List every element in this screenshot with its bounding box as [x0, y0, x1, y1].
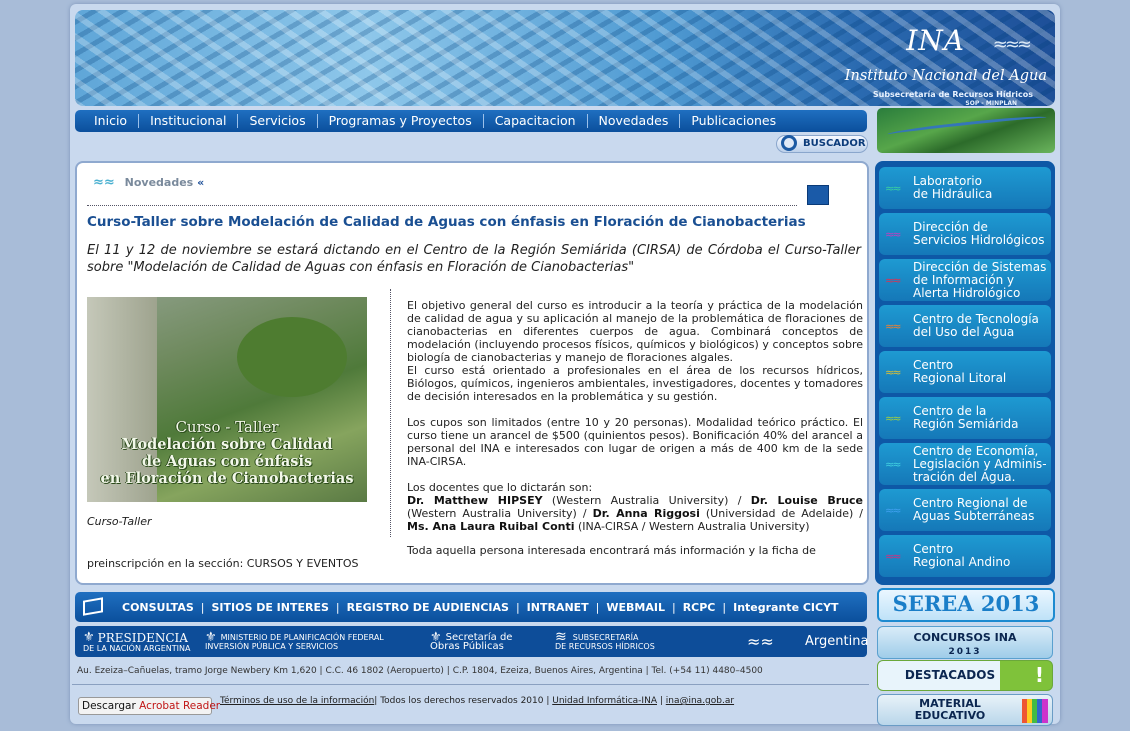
wave-icon: ≈≈	[885, 550, 900, 563]
pencils-icon	[1022, 699, 1048, 723]
wave-icon: ≈≈	[885, 366, 900, 379]
main-nav	[75, 110, 867, 132]
article-paragraph: Los cupos son limitados (entre 10 y 20 personas). Modalidad teórico práctico. El curso tiene un arancel de $500 (quinientos pesos). Bonificación 40% del arancel a personal del INA e interesados con lugar de origen a más de 400 km de la sede INA-CIRSA.	[407, 416, 863, 468]
main-content	[75, 161, 869, 585]
article-paragraph: Toda aquella persona interesada encontrará más información y la ficha de	[407, 544, 816, 557]
subsecretaria-logo[interactable]: ≋ SUBSECRETARÍA DE RECURSOS HÍDRICOS	[555, 629, 655, 651]
wave-icon: ≈≈	[885, 274, 900, 287]
article-image-text: Curso - Taller Modelación sobre Calidad de Aguas con énfasis en Floración de Cianobacterias	[100, 418, 354, 487]
wave-icon: ≈≈	[885, 412, 900, 425]
article-paragraph-cont: preinscripción en la sección: CURSOS Y EVENTOS	[87, 557, 359, 570]
search-icon	[781, 135, 797, 151]
presidencia-logo[interactable]: ⚜ PRESIDENCIA DE LA NACIÓN ARGENTINA	[83, 630, 191, 653]
logo-sop: SOP - MINPLAN	[965, 100, 1017, 106]
nav-publicaciones[interactable]: Publicaciones	[691, 113, 777, 128]
nav-novedades[interactable]: Novedades	[588, 114, 681, 128]
ministerio-logo[interactable]: ⚜ MINISTERIO DE PLANIFICACIÓN FEDERAL INVERSIÓN PÚBLICA Y SERVICIOS	[205, 630, 384, 651]
header-banner	[75, 10, 1055, 106]
footer-divider	[72, 684, 869, 685]
envelope-icon	[83, 597, 103, 616]
wave-icon: ≈≈	[885, 458, 900, 471]
wave-icon: ≈≈	[885, 228, 900, 241]
acrobat-reader-button[interactable]: Descargar Acrobat Reader	[78, 697, 212, 715]
article-title: Curso-Taller sobre Modelación de Calidad de Aguas con énfasis en Floración de Cianobacterias	[87, 214, 806, 230]
footer-link-consultas[interactable]: CONSULTAS	[122, 600, 194, 614]
footer-link-webmail[interactable]: WEBMAIL	[606, 600, 665, 614]
teachers-paragraph: Los docentes que lo dictarán son: Dr. Matthew HIPSEY (Western Australia University) / Dr. Louise Bruce (Western Australia University) / Dr. Anna Riggosi (Universidad de Adelaide) / Ms. Ana Laura Ruibal Conti (INA-CIRSA / Western Australia University)	[407, 481, 864, 533]
logo-wave-icon: ≈≈≈	[992, 34, 1029, 55]
legal-links: Términos de uso de la información| Todos los derechos reservados 2010 | Unidad Informática-INA | ina@ina.gob.ar	[220, 696, 735, 706]
nav-capacitacion[interactable]: Capacitacion	[484, 114, 588, 128]
footer-link-intranet[interactable]: INTRANET	[526, 600, 589, 614]
breadcrumb-section[interactable]: Novedades	[124, 176, 194, 189]
article-lead: El 11 y 12 de noviembre se estará dictando en el Centro de la Región Semiárida (CIRSA) de Córdoba el Curso-Taller sobre "Modelación de Calidad de Aguas con énfasis en Floración de Cianobacterias"	[87, 243, 861, 275]
argentina-logo[interactable]: Argentina	[805, 634, 869, 649]
logo-institution-name: Instituto Nacional del Agua	[844, 68, 1047, 84]
unit-link[interactable]: Unidad Informática-INA	[552, 696, 657, 706]
wave-icon: ≈≈	[885, 320, 900, 333]
wave-icon: ≈≈	[93, 175, 115, 190]
column-divider	[390, 289, 391, 537]
logo-ina-text: INA	[906, 24, 965, 57]
footer-nav: CONSULTAS | SITIOS DE INTERES | REGISTRO DE AUDIENCIAS | INTRANET | WEBMAIL | RCPC | Integrante CICYT	[75, 592, 867, 622]
nav-inicio[interactable]: Inicio	[83, 114, 139, 128]
concursos-banner[interactable]: CONCURSOS INA 2013	[877, 626, 1053, 659]
breadcrumb	[93, 175, 204, 190]
footer-link-rcpc[interactable]: RCPC	[682, 600, 716, 614]
print-icon[interactable]	[807, 185, 829, 205]
serea-banner[interactable]: SEREA 2013	[877, 588, 1055, 622]
article-body	[407, 299, 863, 546]
footer-link-registro[interactable]: REGISTRO DE AUDIENCIAS	[346, 600, 509, 614]
nav-programas[interactable]: Programas y Proyectos	[318, 114, 484, 128]
image-caption: Curso-Taller	[87, 515, 152, 528]
nav-servicios[interactable]: Servicios	[238, 114, 317, 128]
footer-link-cicyt[interactable]: Integrante CICYT	[733, 600, 839, 614]
terms-link[interactable]: Términos de uso de la información	[220, 696, 375, 706]
divider	[87, 205, 797, 206]
article-paragraph: El objetivo general del curso es introducir a la teoría y práctica de la modelación de calidad de agua y su aplicación al manejo de la problemática de floraciones de cianobacterias en diferentes cuerpos de agua. Combinará conceptos de modelación (incluyendo procesos físicos, químicos y biológicos) y conceptos sobre biología de cianobacterias y manejo de floraciones algales. El curso está orientado a profesionales en el área de los recursos hídricos, Biólogos, químicos, ingenieros ambientales, investigadores, docentes y tomadores de decisión interesados en la problemática y su gestión.	[407, 299, 863, 403]
sidebar-item-regional-andino[interactable]: ≈≈ Centro Regional Andino	[879, 535, 1051, 577]
page-container	[70, 4, 1060, 724]
search-button[interactable]	[776, 135, 868, 153]
argentina-wave-icon: ≈≈	[747, 632, 774, 651]
sidebar-item-aguas-subterraneas[interactable]: ≈≈ Centro Regional de Aguas Subterráneas	[879, 489, 1051, 531]
destacados-banner[interactable]: DESTACADOS !	[877, 660, 1053, 691]
wave-icon: ≈≈	[885, 182, 900, 195]
logo-subtitle: Subsecretaría de Recursos Hídricos	[872, 90, 1033, 99]
search-label: BUSCADOR	[803, 138, 866, 149]
material-educativo-banner[interactable]: MATERIAL EDUCATIVO	[877, 694, 1053, 726]
secretaria-logo[interactable]: ⚜ Secretaría de Obras Públicas	[430, 630, 513, 652]
header-river-image	[877, 108, 1055, 153]
wave-icon: ≈≈	[885, 504, 900, 517]
government-logos	[75, 626, 867, 657]
exclamation-icon: !	[1034, 663, 1044, 687]
email-link[interactable]: ina@ina.gob.ar	[665, 696, 735, 706]
sidebar-item-economia-legislacion[interactable]: ≈≈ Centro de Economía, Legislación y Adminis- tración del Agua.	[879, 443, 1051, 485]
breadcrumb-marker: «	[197, 176, 205, 189]
nav-institucional[interactable]: Institucional	[139, 114, 238, 128]
sidebar	[875, 161, 1055, 585]
sidebar-item-laboratorio[interactable]: ≈≈ Laboratorio de Hidráulica	[879, 167, 1051, 209]
sidebar-item-region-semiarida[interactable]: ≈≈ Centro de la Región Semiárida	[879, 397, 1051, 439]
footer-link-sitios[interactable]: SITIOS DE INTERES	[211, 600, 329, 614]
sidebar-item-regional-litoral[interactable]: ≈≈ Centro Regional Litoral	[879, 351, 1051, 393]
ina-logo[interactable]	[837, 18, 1047, 106]
sidebar-item-tecnologia-agua[interactable]: ≈≈ Centro de Tecnología del Uso del Agua	[879, 305, 1051, 347]
address: Au. Ezeiza–Cañuelas, tramo Jorge Newbery Km 1,620 | C.C. 46 1802 (Aeropuerto) | C.P. 1804, Ezeiza, Buenos Aires, Argentina | Tel. (+54 11) 4480–4500	[77, 666, 763, 676]
sidebar-item-sistemas-informacion[interactable]: ≈≈ Dirección de Sistemas de Información y Alerta Hidrológico	[879, 259, 1051, 301]
sidebar-item-servicios-hidrologicos[interactable]: ≈≈ Dirección de Servicios Hidrológicos	[879, 213, 1051, 255]
article-image	[87, 297, 367, 502]
